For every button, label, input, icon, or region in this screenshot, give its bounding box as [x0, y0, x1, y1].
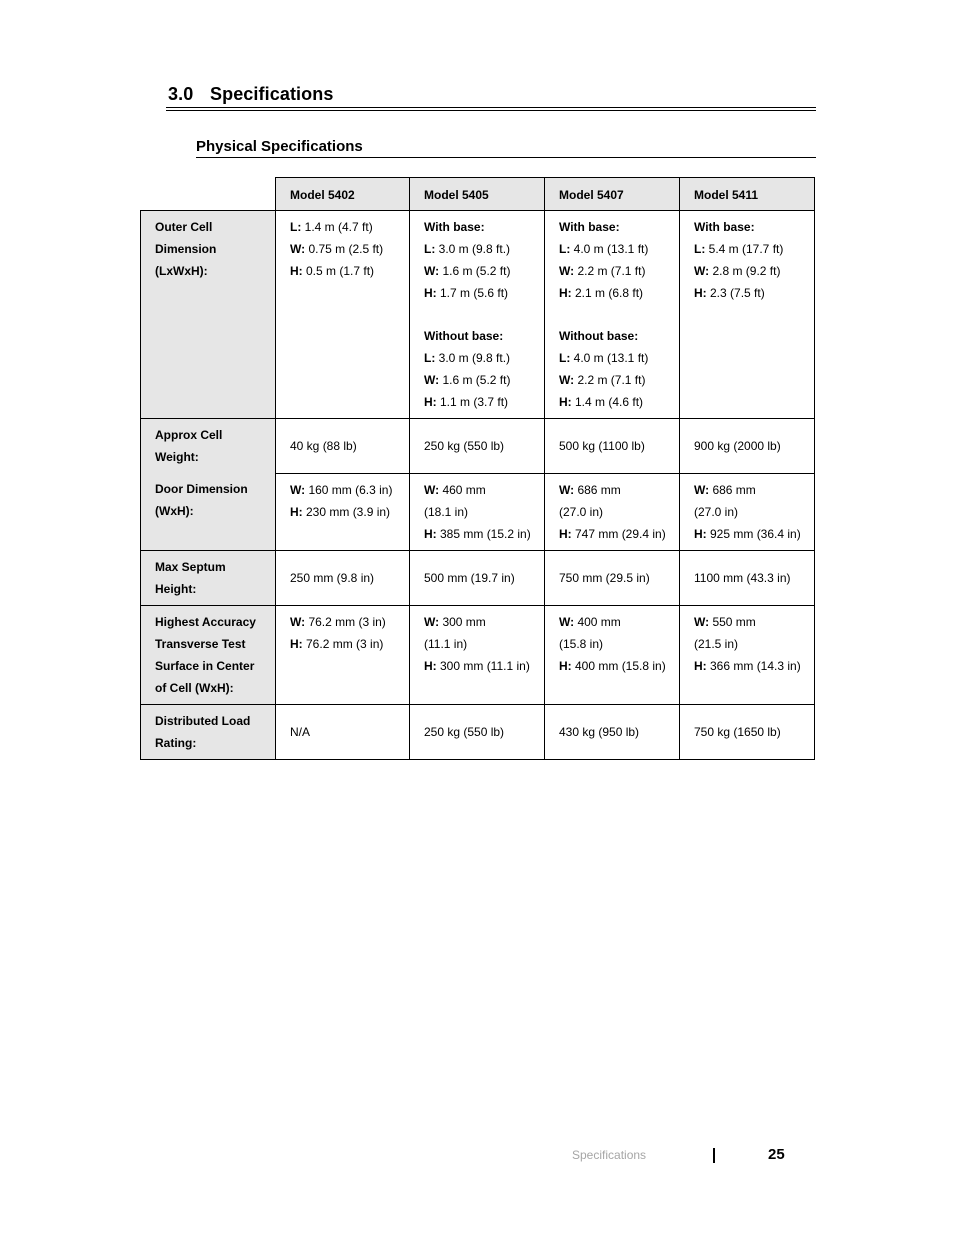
cell-load-5411: 750 kg (1650 lb) [680, 704, 815, 759]
cell-door-5405: W: 460 mm (18.1 in) H: 385 mm (15.2 in) [410, 473, 545, 550]
cell-septum-5405: 500 mm (19.7 in) [410, 550, 545, 605]
cell-septum-5411: 1100 mm (43.3 in) [680, 550, 815, 605]
cell-accuracy-5405: W: 300 mm (11.1 in) H: 300 mm (11.1 in) [410, 605, 545, 704]
cell-door-5411: W: 686 mm (27.0 in) H: 925 mm (36.4 in) [680, 473, 815, 550]
cell-door-5402: W: 160 mm (6.3 in) H: 230 mm (3.9 in) [276, 473, 410, 550]
cell-outer-5407: With base: L: 4.0 m (13.1 ft) W: 2.2 m (7.1 ft) H: 2.1 m (6.8 ft) Without base: L: 4.0 m (13.1 ft) W: 2.2 m (7.1 ft) H: 1.4 m (4.6 ft) [545, 211, 680, 419]
header-model-5402: Model 5402 [276, 178, 410, 211]
heading-rule-top [166, 107, 816, 108]
cell-weight-5405: 250 kg (550 lb) [410, 419, 545, 474]
row-label-outer-cell: Outer Cell Dimension (LxWxH): [141, 211, 276, 419]
cell-load-5402: N/A [276, 704, 410, 759]
subsection-title: Physical Specifications [196, 138, 363, 155]
heading-rule-bottom [166, 110, 816, 111]
section-title: Specifications [210, 84, 334, 104]
cell-door-5407: W: 686 mm (27.0 in) H: 747 mm (29.4 in) [545, 473, 680, 550]
cell-accuracy-5407: W: 400 mm (15.8 in) H: 400 mm (15.8 in) [545, 605, 680, 704]
cell-weight-5407: 500 kg (1100 lb) [545, 419, 680, 474]
cell-septum-5402: 250 mm (9.8 in) [276, 550, 410, 605]
cell-accuracy-5411: W: 550 mm (21.5 in) H: 366 mm (14.3 in) [680, 605, 815, 704]
table-row [141, 473, 815, 550]
subsection-rule [196, 157, 816, 158]
header-model-5407: Model 5407 [545, 178, 680, 211]
table-row [141, 704, 815, 759]
cell-outer-5402: L: 1.4 m (4.7 ft) W: 0.75 m (2.5 ft) H: 0.5 m (1.7 ft) [276, 211, 410, 419]
header-model-5411: Model 5411 [680, 178, 815, 211]
page-number: 25 [768, 1146, 785, 1163]
cell-accuracy-5402: W: 76.2 mm (3 in) H: 76.2 mm (3 in) [276, 605, 410, 704]
cell-weight-5402: 40 kg (88 lb) [276, 419, 410, 474]
section-number: 3.0 [168, 84, 194, 104]
row-label-accuracy: Highest Accuracy Transverse Test Surface in Center of Cell (WxH): [141, 605, 276, 704]
cell-outer-5405: With base: L: 3.0 m (9.8 ft.) W: 1.6 m (5.2 ft) H: 1.7 m (5.6 ft) Without base: L: 3.0 m (9.8 ft.) W: 1.6 m (5.2 ft) H: 1.1 m (3.7 ft) [410, 211, 545, 419]
row-label-door: Door Dimension (WxH): [141, 473, 276, 550]
cell-load-5407: 430 kg (950 lb) [545, 704, 680, 759]
row-label-load: Distributed Load Rating: [141, 704, 276, 759]
specifications-table [140, 177, 815, 760]
footer-divider [713, 1148, 715, 1163]
table-row [141, 605, 815, 704]
row-label-weight: Approx Cell Weight: [141, 419, 276, 474]
section-heading [168, 84, 333, 105]
table-header-row [141, 178, 815, 211]
cell-outer-5411: With base: L: 5.4 m (17.7 ft) W: 2.8 m (9.2 ft) H: 2.3 (7.5 ft) [680, 211, 815, 419]
header-model-5405: Model 5405 [410, 178, 545, 211]
footer-section-name: Specifications [572, 1148, 647, 1162]
cell-septum-5407: 750 mm (29.5 in) [545, 550, 680, 605]
table-row [141, 550, 815, 605]
cell-weight-5411: 900 kg (2000 lb) [680, 419, 815, 474]
header-blank-cell [141, 178, 276, 211]
table-row [141, 211, 815, 419]
cell-load-5405: 250 kg (550 lb) [410, 704, 545, 759]
row-label-septum: Max Septum Height: [141, 550, 276, 605]
table-row [141, 419, 815, 474]
